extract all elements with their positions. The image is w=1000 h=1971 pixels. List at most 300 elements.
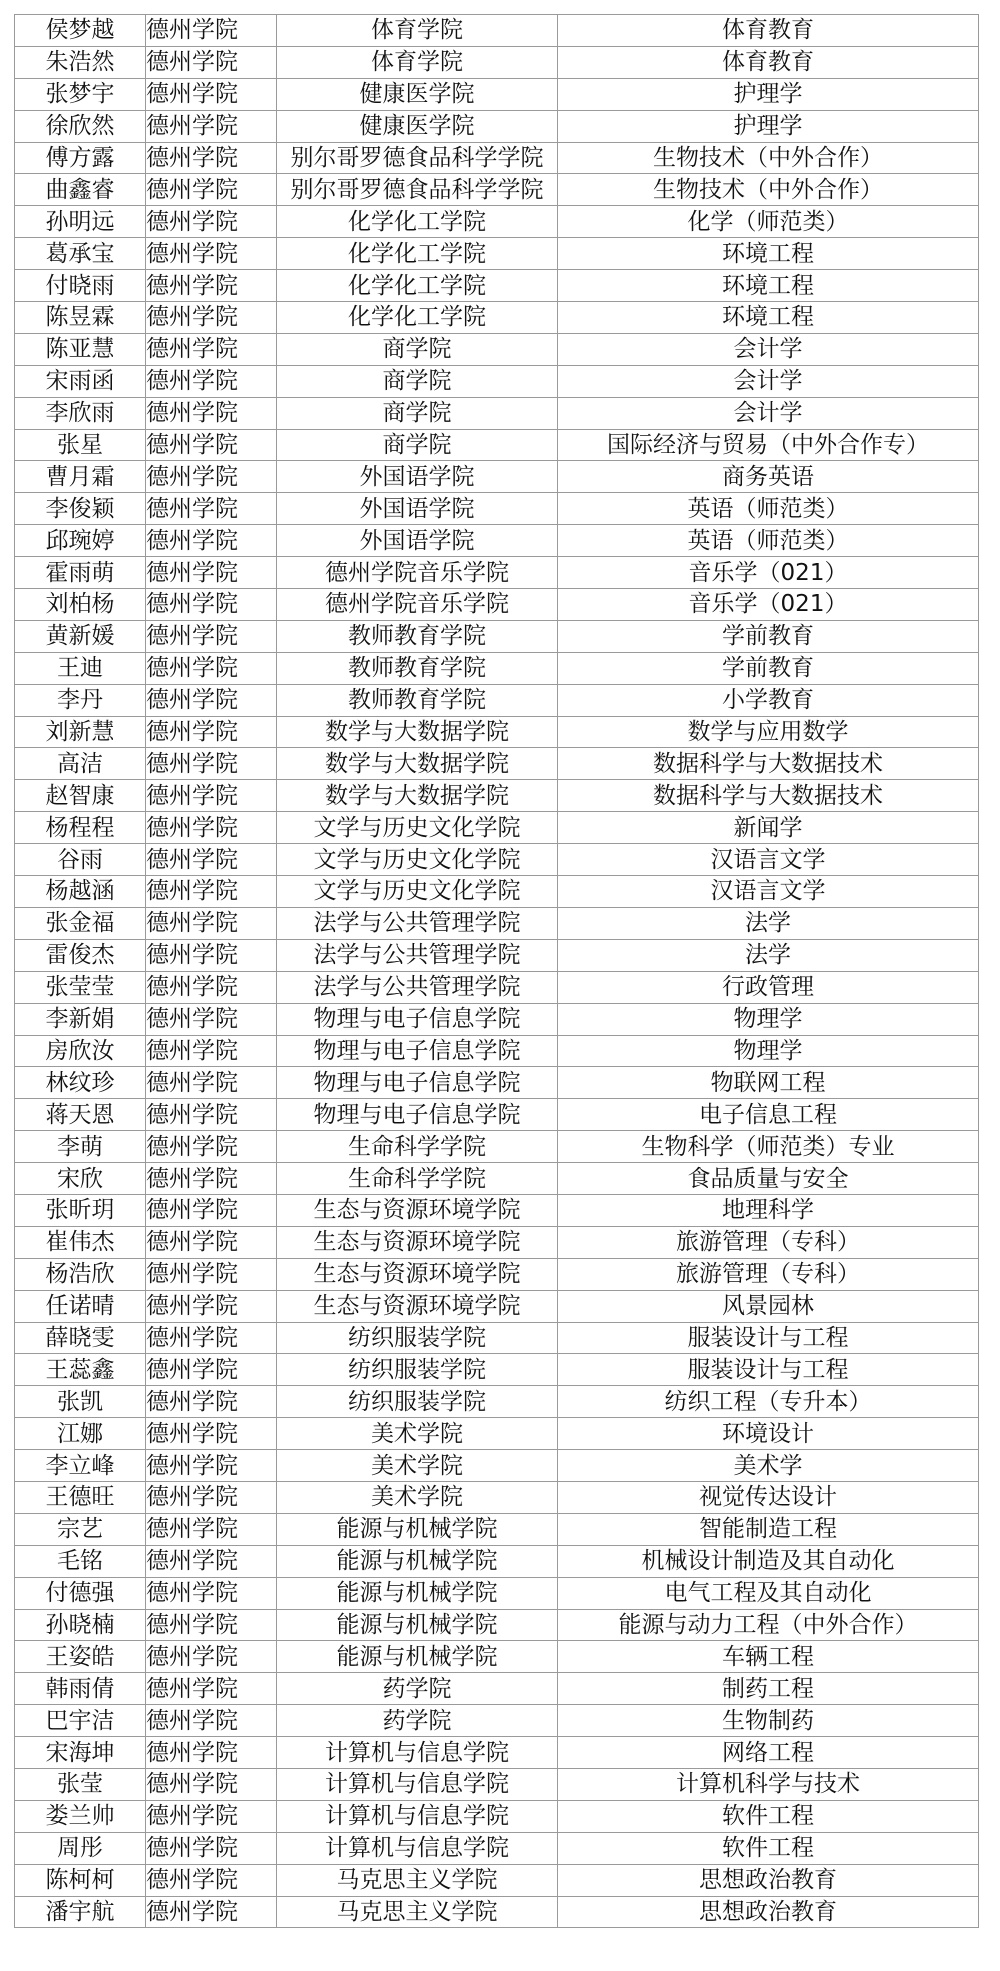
table-row: [15, 1545, 979, 1577]
major-cell: 旅游管理（专科）: [558, 1226, 979, 1258]
table-row: [15, 844, 979, 876]
table-row: [15, 684, 979, 716]
student-name-cell: 霍雨萌: [15, 557, 146, 589]
student-name-cell: 潘宇航: [15, 1896, 146, 1928]
university-cell: 德州学院: [146, 1513, 277, 1545]
student-name-cell: 陈亚慧: [15, 333, 146, 365]
university-cell: 德州学院: [146, 971, 277, 1003]
university-cell: 德州学院: [146, 1003, 277, 1035]
university-cell: 德州学院: [146, 876, 277, 908]
table-row: [15, 1450, 979, 1482]
university-cell: 德州学院: [146, 1067, 277, 1099]
university-cell: 德州学院: [146, 620, 277, 652]
major-cell: 护理学: [558, 110, 979, 142]
table-row: [15, 78, 979, 110]
major-cell: 学前教育: [558, 620, 979, 652]
table-row: [15, 1290, 979, 1322]
college-cell: 德州学院音乐学院: [277, 589, 558, 621]
table-row: [15, 1226, 979, 1258]
college-cell: 文学与历史文化学院: [277, 876, 558, 908]
university-cell: 德州学院: [146, 684, 277, 716]
student-name-cell: 张莹: [15, 1768, 146, 1800]
university-cell: 德州学院: [146, 525, 277, 557]
table-row: [15, 142, 979, 174]
college-cell: 物理与电子信息学院: [277, 1067, 558, 1099]
university-cell: 德州学院: [146, 1099, 277, 1131]
table-row: [15, 716, 979, 748]
table-row: [15, 110, 979, 142]
major-cell: 法学: [558, 939, 979, 971]
university-cell: 德州学院: [146, 1737, 277, 1769]
major-cell: 电子信息工程: [558, 1099, 979, 1131]
table-row: [15, 589, 979, 621]
college-cell: 体育学院: [277, 15, 558, 47]
student-name-cell: 刘新慧: [15, 716, 146, 748]
student-list-sheet: [14, 14, 979, 1928]
student-table: [14, 14, 979, 1928]
student-name-cell: 雷俊杰: [15, 939, 146, 971]
table-row: [15, 1577, 979, 1609]
student-name-cell: 王蕊鑫: [15, 1354, 146, 1386]
major-cell: 物联网工程: [558, 1067, 979, 1099]
student-name-cell: 毛铭: [15, 1545, 146, 1577]
college-cell: 能源与机械学院: [277, 1577, 558, 1609]
major-cell: 风景园林: [558, 1290, 979, 1322]
college-cell: 纺织服装学院: [277, 1354, 558, 1386]
college-cell: 化学化工学院: [277, 270, 558, 302]
college-cell: 商学院: [277, 365, 558, 397]
university-cell: 德州学院: [146, 1418, 277, 1450]
table-row: [15, 429, 979, 461]
student-name-cell: 付晓雨: [15, 270, 146, 302]
student-name-cell: 徐欣然: [15, 110, 146, 142]
college-cell: 外国语学院: [277, 461, 558, 493]
college-cell: 生命科学学院: [277, 1163, 558, 1195]
major-cell: 生物技术（中外合作）: [558, 142, 979, 174]
student-name-cell: 杨程程: [15, 812, 146, 844]
major-cell: 旅游管理（专科）: [558, 1258, 979, 1290]
college-cell: 物理与电子信息学院: [277, 1099, 558, 1131]
major-cell: 汉语言文学: [558, 844, 979, 876]
table-row: [15, 1481, 979, 1513]
table-row: [15, 174, 979, 206]
major-cell: 软件工程: [558, 1800, 979, 1832]
major-cell: 物理学: [558, 1035, 979, 1067]
college-cell: 化学化工学院: [277, 302, 558, 334]
college-cell: 数学与大数据学院: [277, 748, 558, 780]
student-name-cell: 宋雨函: [15, 365, 146, 397]
college-cell: 别尔哥罗德食品科学学院: [277, 142, 558, 174]
table-row: [15, 1003, 979, 1035]
student-name-cell: 薛晓雯: [15, 1322, 146, 1354]
major-cell: 化学（师范类）: [558, 206, 979, 238]
student-name-cell: 王迪: [15, 652, 146, 684]
major-cell: 服装设计与工程: [558, 1322, 979, 1354]
major-cell: 环境设计: [558, 1418, 979, 1450]
student-name-cell: 傅方露: [15, 142, 146, 174]
student-name-cell: 李丹: [15, 684, 146, 716]
university-cell: 德州学院: [146, 302, 277, 334]
student-name-cell: 邱琬婷: [15, 525, 146, 557]
student-name-cell: 林纹珍: [15, 1067, 146, 1099]
university-cell: 德州学院: [146, 1131, 277, 1163]
major-cell: 学前教育: [558, 652, 979, 684]
major-cell: 思想政治教育: [558, 1896, 979, 1928]
college-cell: 纺织服装学院: [277, 1322, 558, 1354]
table-row: [15, 1163, 979, 1195]
college-cell: 文学与历史文化学院: [277, 812, 558, 844]
student-name-cell: 房欣汝: [15, 1035, 146, 1067]
student-name-cell: 张莹莹: [15, 971, 146, 1003]
college-cell: 数学与大数据学院: [277, 780, 558, 812]
table-row: [15, 1832, 979, 1864]
college-cell: 美术学院: [277, 1450, 558, 1482]
university-cell: 德州学院: [146, 1386, 277, 1418]
major-cell: 数学与应用数学: [558, 716, 979, 748]
university-cell: 德州学院: [146, 1641, 277, 1673]
university-cell: 德州学院: [146, 1194, 277, 1226]
student-name-cell: 杨浩欣: [15, 1258, 146, 1290]
college-cell: 文学与历史文化学院: [277, 844, 558, 876]
college-cell: 体育学院: [277, 46, 558, 78]
major-cell: 生物制药: [558, 1705, 979, 1737]
table-row: [15, 461, 979, 493]
university-cell: 德州学院: [146, 1481, 277, 1513]
major-cell: 地理科学: [558, 1194, 979, 1226]
college-cell: 美术学院: [277, 1418, 558, 1450]
major-cell: 新闻学: [558, 812, 979, 844]
table-row: [15, 270, 979, 302]
college-cell: 生命科学学院: [277, 1131, 558, 1163]
major-cell: 车辆工程: [558, 1641, 979, 1673]
major-cell: 汉语言文学: [558, 876, 979, 908]
university-cell: 德州学院: [146, 46, 277, 78]
table-row: [15, 365, 979, 397]
university-cell: 德州学院: [146, 1258, 277, 1290]
major-cell: 机械设计制造及其自动化: [558, 1545, 979, 1577]
college-cell: 数学与大数据学院: [277, 716, 558, 748]
university-cell: 德州学院: [146, 365, 277, 397]
university-cell: 德州学院: [146, 1673, 277, 1705]
major-cell: 软件工程: [558, 1832, 979, 1864]
student-name-cell: 孙晓楠: [15, 1609, 146, 1641]
student-name-cell: 张昕玥: [15, 1194, 146, 1226]
college-cell: 马克思主义学院: [277, 1864, 558, 1896]
college-cell: 美术学院: [277, 1481, 558, 1513]
university-cell: 德州学院: [146, 206, 277, 238]
student-name-cell: 曹月霜: [15, 461, 146, 493]
university-cell: 德州学院: [146, 238, 277, 270]
university-cell: 德州学院: [146, 110, 277, 142]
university-cell: 德州学院: [146, 780, 277, 812]
student-name-cell: 付德强: [15, 1577, 146, 1609]
university-cell: 德州学院: [146, 333, 277, 365]
student-name-cell: 张星: [15, 429, 146, 461]
college-cell: 纺织服装学院: [277, 1386, 558, 1418]
table-row: [15, 302, 979, 334]
table-row: [15, 1194, 979, 1226]
table-row: [15, 907, 979, 939]
table-row: [15, 1609, 979, 1641]
college-cell: 法学与公共管理学院: [277, 939, 558, 971]
college-cell: 能源与机械学院: [277, 1609, 558, 1641]
table-row: [15, 1864, 979, 1896]
college-cell: 生态与资源环境学院: [277, 1194, 558, 1226]
table-row: [15, 1418, 979, 1450]
student-name-cell: 江娜: [15, 1418, 146, 1450]
student-table-body: [15, 15, 979, 1928]
student-name-cell: 王德旺: [15, 1481, 146, 1513]
table-row: [15, 557, 979, 589]
university-cell: 德州学院: [146, 142, 277, 174]
university-cell: 德州学院: [146, 1354, 277, 1386]
table-row: [15, 46, 979, 78]
college-cell: 法学与公共管理学院: [277, 907, 558, 939]
university-cell: 德州学院: [146, 174, 277, 206]
student-name-cell: 李欣雨: [15, 397, 146, 429]
major-cell: 视觉传达设计: [558, 1481, 979, 1513]
major-cell: 法学: [558, 907, 979, 939]
major-cell: 商务英语: [558, 461, 979, 493]
university-cell: 德州学院: [146, 1705, 277, 1737]
university-cell: 德州学院: [146, 1545, 277, 1577]
table-row: [15, 812, 979, 844]
table-row: [15, 1896, 979, 1928]
college-cell: 物理与电子信息学院: [277, 1035, 558, 1067]
table-row: [15, 333, 979, 365]
major-cell: 环境工程: [558, 238, 979, 270]
college-cell: 健康医学院: [277, 78, 558, 110]
major-cell: 生物科学（师范类）专业: [558, 1131, 979, 1163]
college-cell: 生态与资源环境学院: [277, 1226, 558, 1258]
university-cell: 德州学院: [146, 270, 277, 302]
university-cell: 德州学院: [146, 1609, 277, 1641]
major-cell: 智能制造工程: [558, 1513, 979, 1545]
major-cell: 环境工程: [558, 270, 979, 302]
university-cell: 德州学院: [146, 1450, 277, 1482]
student-name-cell: 宋海坤: [15, 1737, 146, 1769]
table-row: [15, 1705, 979, 1737]
university-cell: 德州学院: [146, 1864, 277, 1896]
major-cell: 网络工程: [558, 1737, 979, 1769]
college-cell: 商学院: [277, 333, 558, 365]
student-name-cell: 李俊颖: [15, 493, 146, 525]
university-cell: 德州学院: [146, 15, 277, 47]
major-cell: 纺织工程（专升本）: [558, 1386, 979, 1418]
university-cell: 德州学院: [146, 1768, 277, 1800]
university-cell: 德州学院: [146, 812, 277, 844]
major-cell: 物理学: [558, 1003, 979, 1035]
university-cell: 德州学院: [146, 78, 277, 110]
major-cell: 体育教育: [558, 15, 979, 47]
university-cell: 德州学院: [146, 461, 277, 493]
major-cell: 食品质量与安全: [558, 1163, 979, 1195]
student-name-cell: 侯梦越: [15, 15, 146, 47]
college-cell: 商学院: [277, 429, 558, 461]
university-cell: 德州学院: [146, 939, 277, 971]
student-name-cell: 陈昱霖: [15, 302, 146, 334]
major-cell: 数据科学与大数据技术: [558, 748, 979, 780]
university-cell: 德州学院: [146, 1800, 277, 1832]
table-row: [15, 876, 979, 908]
table-row: [15, 397, 979, 429]
college-cell: 能源与机械学院: [277, 1545, 558, 1577]
major-cell: 能源与动力工程（中外合作）: [558, 1609, 979, 1641]
table-row: [15, 238, 979, 270]
college-cell: 外国语学院: [277, 493, 558, 525]
college-cell: 药学院: [277, 1705, 558, 1737]
major-cell: 小学教育: [558, 684, 979, 716]
college-cell: 计算机与信息学院: [277, 1768, 558, 1800]
college-cell: 计算机与信息学院: [277, 1737, 558, 1769]
table-row: [15, 1258, 979, 1290]
student-name-cell: 王姿皓: [15, 1641, 146, 1673]
student-name-cell: 曲鑫睿: [15, 174, 146, 206]
major-cell: 计算机科学与技术: [558, 1768, 979, 1800]
university-cell: 德州学院: [146, 716, 277, 748]
student-name-cell: 赵智康: [15, 780, 146, 812]
table-row: [15, 1354, 979, 1386]
college-cell: 化学化工学院: [277, 206, 558, 238]
major-cell: 美术学: [558, 1450, 979, 1482]
university-cell: 德州学院: [146, 1577, 277, 1609]
student-name-cell: 张凯: [15, 1386, 146, 1418]
university-cell: 德州学院: [146, 429, 277, 461]
student-name-cell: 周彤: [15, 1832, 146, 1864]
university-cell: 德州学院: [146, 1163, 277, 1195]
university-cell: 德州学院: [146, 1226, 277, 1258]
university-cell: 德州学院: [146, 652, 277, 684]
student-name-cell: 杨越涵: [15, 876, 146, 908]
table-row: [15, 1386, 979, 1418]
college-cell: 法学与公共管理学院: [277, 971, 558, 1003]
table-row: [15, 1737, 979, 1769]
major-cell: 英语（师范类）: [558, 525, 979, 557]
student-name-cell: 娄兰帅: [15, 1800, 146, 1832]
college-cell: 药学院: [277, 1673, 558, 1705]
table-row: [15, 1673, 979, 1705]
major-cell: 音乐学（021）: [558, 589, 979, 621]
major-cell: 护理学: [558, 78, 979, 110]
table-row: [15, 939, 979, 971]
university-cell: 德州学院: [146, 1290, 277, 1322]
major-cell: 制药工程: [558, 1673, 979, 1705]
major-cell: 电气工程及其自动化: [558, 1577, 979, 1609]
student-name-cell: 宗艺: [15, 1513, 146, 1545]
table-row: [15, 1513, 979, 1545]
student-name-cell: 高洁: [15, 748, 146, 780]
student-name-cell: 李新娟: [15, 1003, 146, 1035]
college-cell: 别尔哥罗德食品科学学院: [277, 174, 558, 206]
student-name-cell: 葛承宝: [15, 238, 146, 270]
college-cell: 健康医学院: [277, 110, 558, 142]
major-cell: 体育教育: [558, 46, 979, 78]
major-cell: 环境工程: [558, 302, 979, 334]
student-name-cell: 谷雨: [15, 844, 146, 876]
college-cell: 物理与电子信息学院: [277, 1003, 558, 1035]
table-row: [15, 493, 979, 525]
student-name-cell: 李立峰: [15, 1450, 146, 1482]
table-row: [15, 15, 979, 47]
student-name-cell: 刘柏杨: [15, 589, 146, 621]
table-row: [15, 525, 979, 557]
major-cell: 会计学: [558, 333, 979, 365]
student-name-cell: 蒋天恩: [15, 1099, 146, 1131]
college-cell: 马克思主义学院: [277, 1896, 558, 1928]
college-cell: 生态与资源环境学院: [277, 1258, 558, 1290]
college-cell: 计算机与信息学院: [277, 1800, 558, 1832]
university-cell: 德州学院: [146, 1035, 277, 1067]
student-name-cell: 张金福: [15, 907, 146, 939]
university-cell: 德州学院: [146, 907, 277, 939]
student-name-cell: 李萌: [15, 1131, 146, 1163]
student-name-cell: 孙明远: [15, 206, 146, 238]
table-row: [15, 1067, 979, 1099]
table-row: [15, 652, 979, 684]
major-cell: 生物技术（中外合作）: [558, 174, 979, 206]
university-cell: 德州学院: [146, 844, 277, 876]
table-row: [15, 1768, 979, 1800]
table-row: [15, 1099, 979, 1131]
major-cell: 思想政治教育: [558, 1864, 979, 1896]
major-cell: 英语（师范类）: [558, 493, 979, 525]
college-cell: 德州学院音乐学院: [277, 557, 558, 589]
table-row: [15, 971, 979, 1003]
college-cell: 教师教育学院: [277, 684, 558, 716]
major-cell: 数据科学与大数据技术: [558, 780, 979, 812]
major-cell: 会计学: [558, 397, 979, 429]
student-name-cell: 朱浩然: [15, 46, 146, 78]
university-cell: 德州学院: [146, 493, 277, 525]
table-row: [15, 1800, 979, 1832]
university-cell: 德州学院: [146, 748, 277, 780]
university-cell: 德州学院: [146, 397, 277, 429]
table-row: [15, 1641, 979, 1673]
student-name-cell: 任诺晴: [15, 1290, 146, 1322]
major-cell: 服装设计与工程: [558, 1354, 979, 1386]
college-cell: 能源与机械学院: [277, 1513, 558, 1545]
college-cell: 商学院: [277, 397, 558, 429]
table-row: [15, 1322, 979, 1354]
table-row: [15, 1035, 979, 1067]
major-cell: 会计学: [558, 365, 979, 397]
table-row: [15, 748, 979, 780]
table-row: [15, 1131, 979, 1163]
table-row: [15, 780, 979, 812]
college-cell: 计算机与信息学院: [277, 1832, 558, 1864]
college-cell: 教师教育学院: [277, 620, 558, 652]
student-name-cell: 韩雨倩: [15, 1673, 146, 1705]
college-cell: 外国语学院: [277, 525, 558, 557]
university-cell: 德州学院: [146, 1832, 277, 1864]
major-cell: 行政管理: [558, 971, 979, 1003]
table-row: [15, 206, 979, 238]
student-name-cell: 崔伟杰: [15, 1226, 146, 1258]
university-cell: 德州学院: [146, 1322, 277, 1354]
student-name-cell: 陈柯柯: [15, 1864, 146, 1896]
college-cell: 生态与资源环境学院: [277, 1290, 558, 1322]
student-name-cell: 宋欣: [15, 1163, 146, 1195]
major-cell: 国际经济与贸易（中外合作专）: [558, 429, 979, 461]
college-cell: 教师教育学院: [277, 652, 558, 684]
college-cell: 化学化工学院: [277, 238, 558, 270]
university-cell: 德州学院: [146, 1896, 277, 1928]
university-cell: 德州学院: [146, 557, 277, 589]
student-name-cell: 黄新媛: [15, 620, 146, 652]
university-cell: 德州学院: [146, 589, 277, 621]
major-cell: 音乐学（021）: [558, 557, 979, 589]
student-name-cell: 巴宇洁: [15, 1705, 146, 1737]
